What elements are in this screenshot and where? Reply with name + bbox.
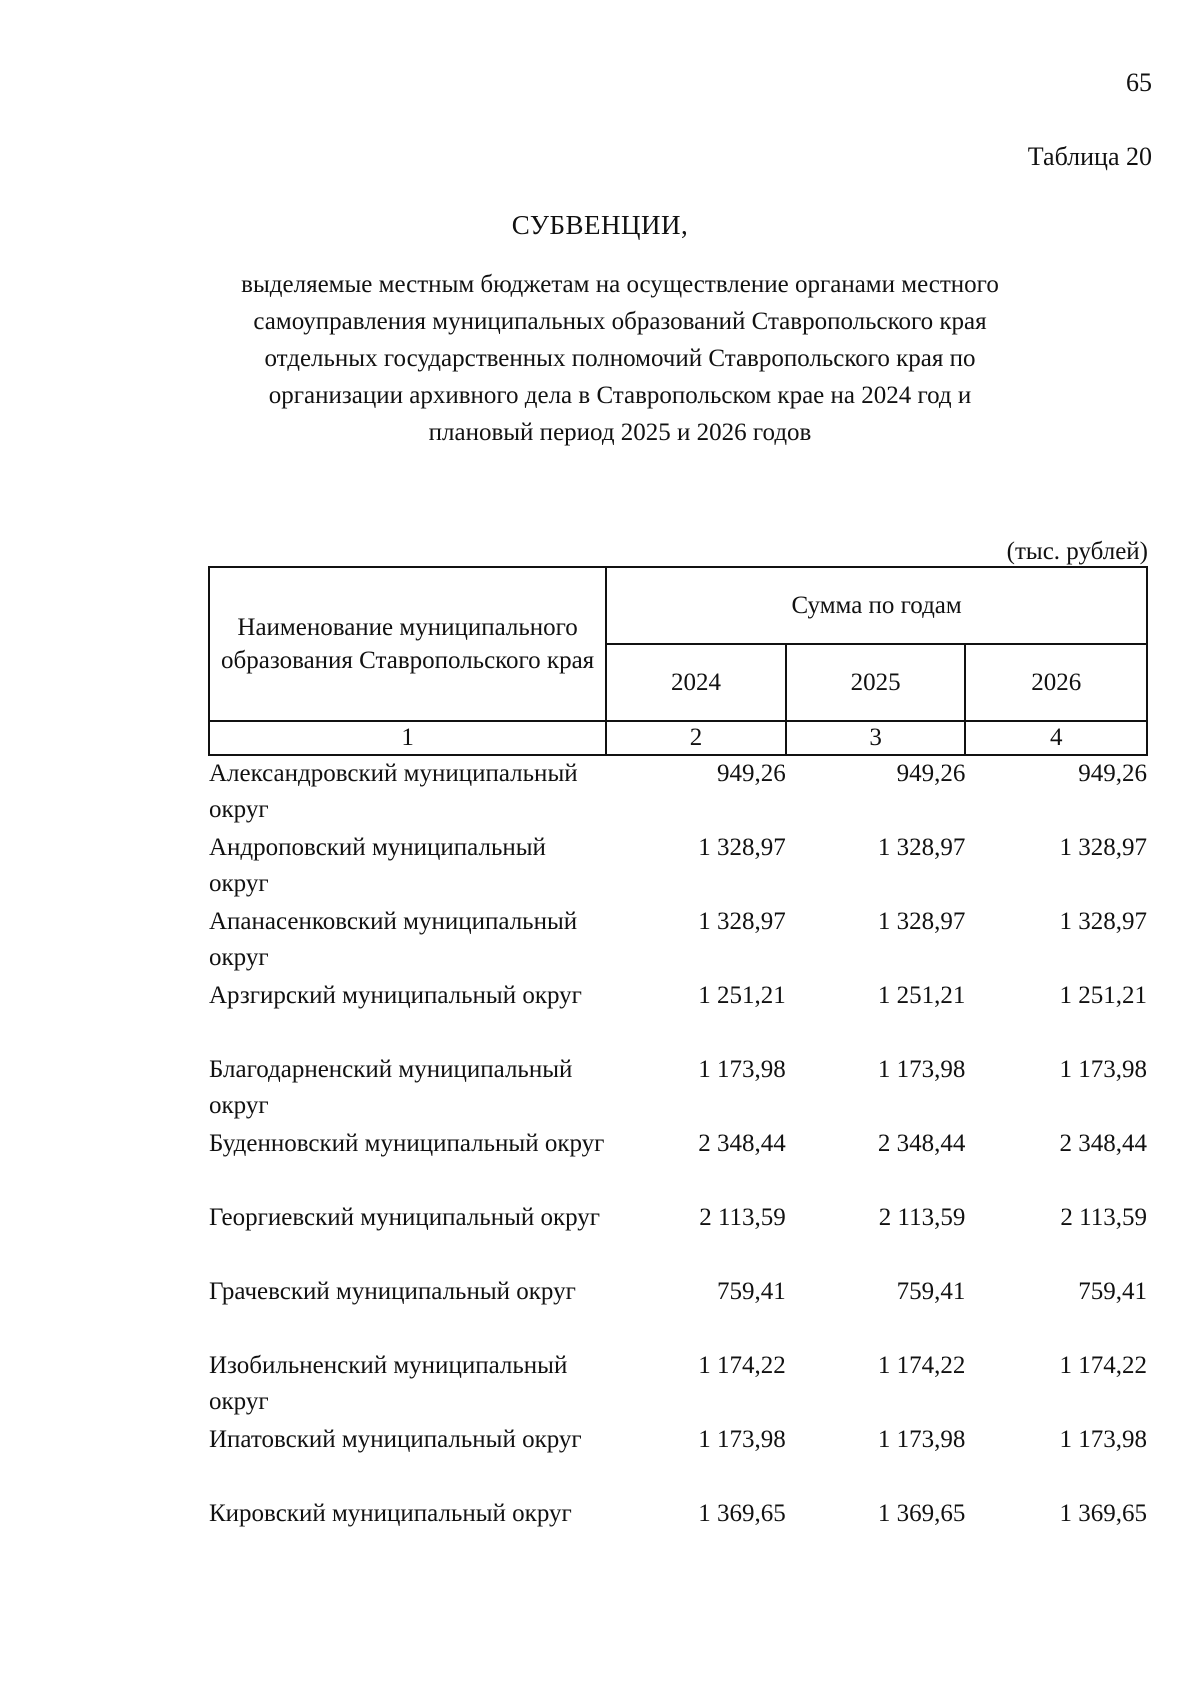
municipality-name-cell: Кировский муниципальный округ	[209, 1500, 572, 1527]
header-year-2026: 2026	[965, 644, 1147, 721]
value-2024-cell: 759,41	[717, 1278, 786, 1305]
value-2026-cell: 1 174,22	[1059, 1352, 1147, 1379]
table-row	[209, 755, 1147, 830]
value-2025-cell: 2 113,59	[878, 1204, 966, 1231]
municipality-name-cell: Апанасенковский муниципальный округ	[209, 908, 578, 971]
value-2024-cell: 1 251,21	[698, 982, 786, 1009]
subtitle-line: организации архивного дела в Ставропольском крае на 2024 год и	[268, 382, 972, 409]
column-number: 2	[606, 721, 786, 755]
document-title: СУБВЕНЦИИ,	[511, 210, 689, 240]
municipality-name-cell: Изобильненский муниципальный округ	[209, 1352, 568, 1415]
subtitle-line: плановый период 2025 и 2026 годов	[428, 419, 812, 446]
value-2025-cell: 1 173,98	[877, 1056, 966, 1083]
subtitle-line: самоуправления муниципальных образований Ставропольского края	[253, 308, 987, 335]
municipality-name-cell: Благодарненский муниципальный округ	[209, 1056, 573, 1119]
value-2026-cell: 1 328,97	[1059, 908, 1147, 935]
subtitle-line: выделяемые местным бюджетам на осуществление органами местного	[241, 271, 999, 298]
municipality-name-cell: Георгиевский муниципальный округ	[209, 1204, 601, 1231]
header-year-2024: 2024	[606, 644, 786, 721]
page-number: 65	[1126, 68, 1152, 97]
table-row	[209, 1274, 1147, 1348]
units-label: (тыс. рублей)	[1006, 538, 1148, 565]
value-2025-cell: 1 328,97	[877, 908, 966, 935]
table-body	[209, 755, 1147, 1570]
value-2026-cell: 2 348,44	[1059, 1130, 1147, 1157]
value-2025-cell: 1 174,22	[877, 1352, 966, 1379]
value-2024-cell: 949,26	[717, 760, 786, 787]
table-row	[209, 1496, 1147, 1570]
municipality-name-cell: Андроповский муниципальный округ	[209, 834, 546, 897]
table-row	[209, 1422, 1147, 1496]
value-2025-cell: 759,41	[896, 1278, 966, 1305]
value-2026-cell: 759,41	[1078, 1278, 1147, 1305]
header-municipality-name: Наименование муниципального образования Ставропольского края	[209, 567, 606, 721]
table-label: Таблица 20	[1027, 142, 1152, 171]
municipality-name-cell: Грачевский муниципальный округ	[209, 1278, 576, 1305]
value-2026-cell: 949,26	[1078, 760, 1147, 787]
value-2026-cell: 1 328,97	[1059, 834, 1147, 861]
table-row	[209, 830, 1147, 904]
municipality-name-cell: Арзгирский муниципальный округ	[209, 982, 582, 1009]
value-2026-cell: 1 173,98	[1059, 1426, 1147, 1453]
table-row	[209, 1200, 1147, 1274]
municipality-name-cell: Ипатовский муниципальный округ	[209, 1426, 582, 1453]
municipality-name-cell: Буденновский муниципальный округ	[209, 1130, 605, 1157]
value-2025-cell: 1 328,97	[877, 834, 966, 861]
value-2025-cell: 1 369,65	[877, 1500, 966, 1527]
table-row	[209, 978, 1147, 1052]
table-row	[209, 1126, 1147, 1200]
value-2025-cell: 1 173,98	[877, 1426, 966, 1453]
value-2026-cell: 1 369,65	[1059, 1500, 1147, 1527]
value-2024-cell: 1 173,98	[698, 1056, 786, 1083]
table-row	[209, 1052, 1147, 1126]
value-2025-cell: 2 348,44	[877, 1130, 966, 1157]
value-2026-cell: 2 113,59	[1060, 1204, 1147, 1231]
column-number: 3	[786, 721, 966, 755]
value-2024-cell: 1 328,97	[698, 834, 786, 861]
value-2026-cell: 1 173,98	[1059, 1056, 1147, 1083]
subventions-table	[208, 566, 1148, 1570]
municipality-name-cell: Александровский муниципальный округ	[209, 760, 578, 823]
value-2024-cell: 2 113,59	[699, 1204, 786, 1231]
value-2025-cell: 949,26	[896, 760, 966, 787]
value-2026-cell: 1 251,21	[1059, 982, 1147, 1009]
subtitle-line: отдельных государственных полномочий Ставропольского края по	[264, 345, 976, 372]
value-2024-cell: 1 328,97	[698, 908, 786, 935]
table-header	[209, 567, 1147, 755]
value-2025-cell: 1 251,21	[877, 982, 966, 1009]
column-number: 1	[209, 721, 606, 755]
column-number: 4	[965, 721, 1147, 755]
value-2024-cell: 1 173,98	[698, 1426, 786, 1453]
value-2024-cell: 2 348,44	[698, 1130, 786, 1157]
value-2024-cell: 1 174,22	[698, 1352, 786, 1379]
table-row	[209, 1348, 1147, 1422]
table-row	[209, 904, 1147, 978]
header-year-2025: 2025	[786, 644, 966, 721]
document-subtitle	[200, 266, 1040, 451]
header-sum-by-years: Сумма по годам	[606, 567, 1147, 644]
value-2024-cell: 1 369,65	[698, 1500, 786, 1527]
